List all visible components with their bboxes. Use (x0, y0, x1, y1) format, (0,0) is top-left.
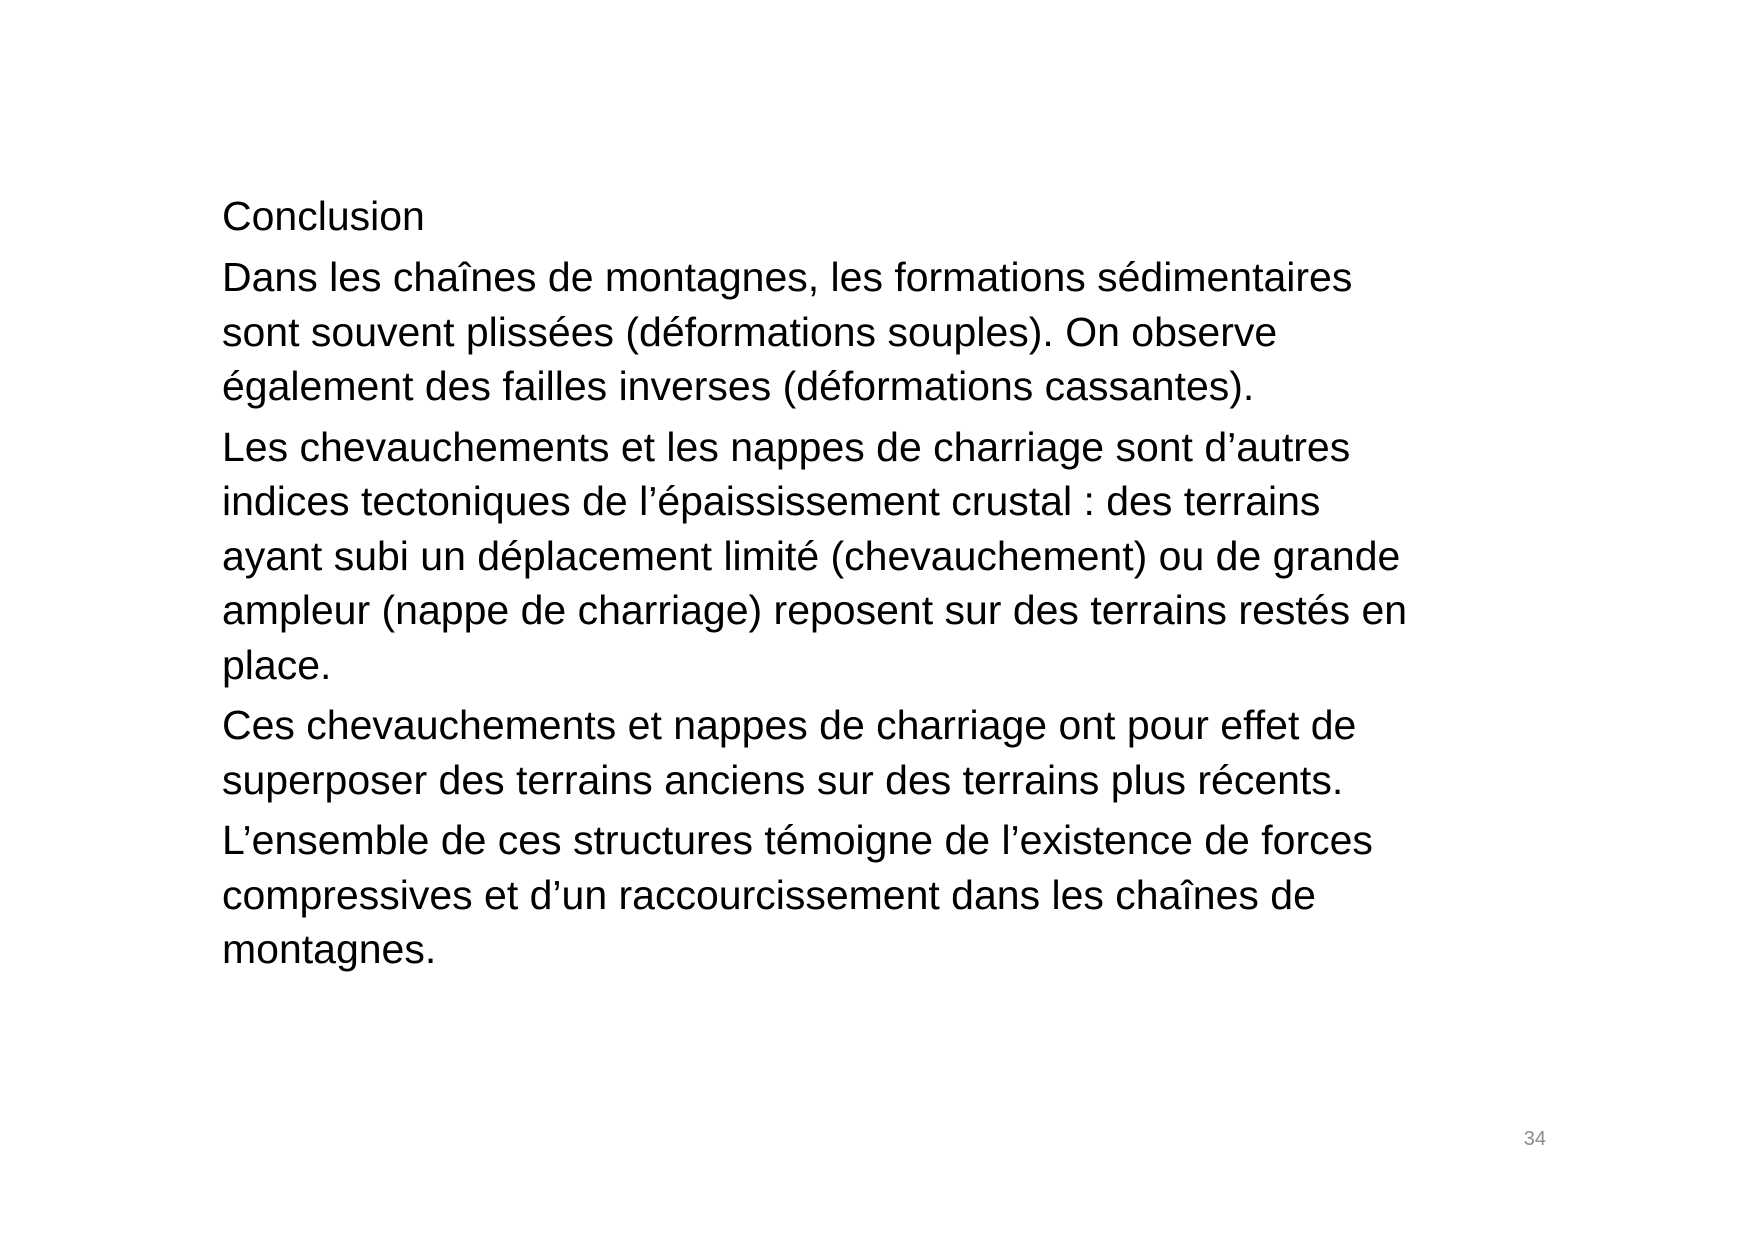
paragraph-line: indices tectoniques de l’épaississement crustal : des terrains (222, 478, 1321, 524)
page-number: 34 (1523, 1128, 1546, 1150)
paragraph-line: montagnes. (222, 926, 437, 972)
paragraph-superposition (222, 698, 1562, 807)
slide-content (222, 188, 1562, 983)
paragraph-line: ampleur (nappe de charriage) reposent sur des terrains restés en (222, 587, 1408, 633)
paragraph-line: Les chevauchements et les nappes de charriage sont d’autres (222, 423, 1351, 470)
paragraph-line: superposer des terrains anciens sur des terrains plus récents. (222, 756, 1344, 803)
paragraph-line: L’ensemble de ces structures témoigne de l’existence de forces (222, 817, 1373, 863)
paragraph-line: également des failles inverses (déformations cassantes). (222, 363, 1255, 409)
paragraph-line: ayant subi un déplacement limité (chevauchement) ou de grande (222, 532, 1401, 579)
paragraph-thrust-sheets (222, 420, 1562, 693)
paragraph-line: place. (222, 641, 332, 688)
paragraph-line: compressives et d’un raccourcissement dans les chaînes de (222, 871, 1316, 918)
paragraph-line: Dans les chaînes de montagnes, les formations sédimentaires (222, 254, 1353, 300)
paragraph-line: sont souvent plissées (déformations souples). On observe (222, 308, 1278, 355)
paragraph-folded-strata (222, 250, 1562, 414)
paragraph-compression (222, 813, 1562, 977)
slide-heading: Conclusion (222, 193, 425, 239)
paragraph-line: Ces chevauchements et nappes de charriage ont pour effet de (222, 702, 1357, 748)
